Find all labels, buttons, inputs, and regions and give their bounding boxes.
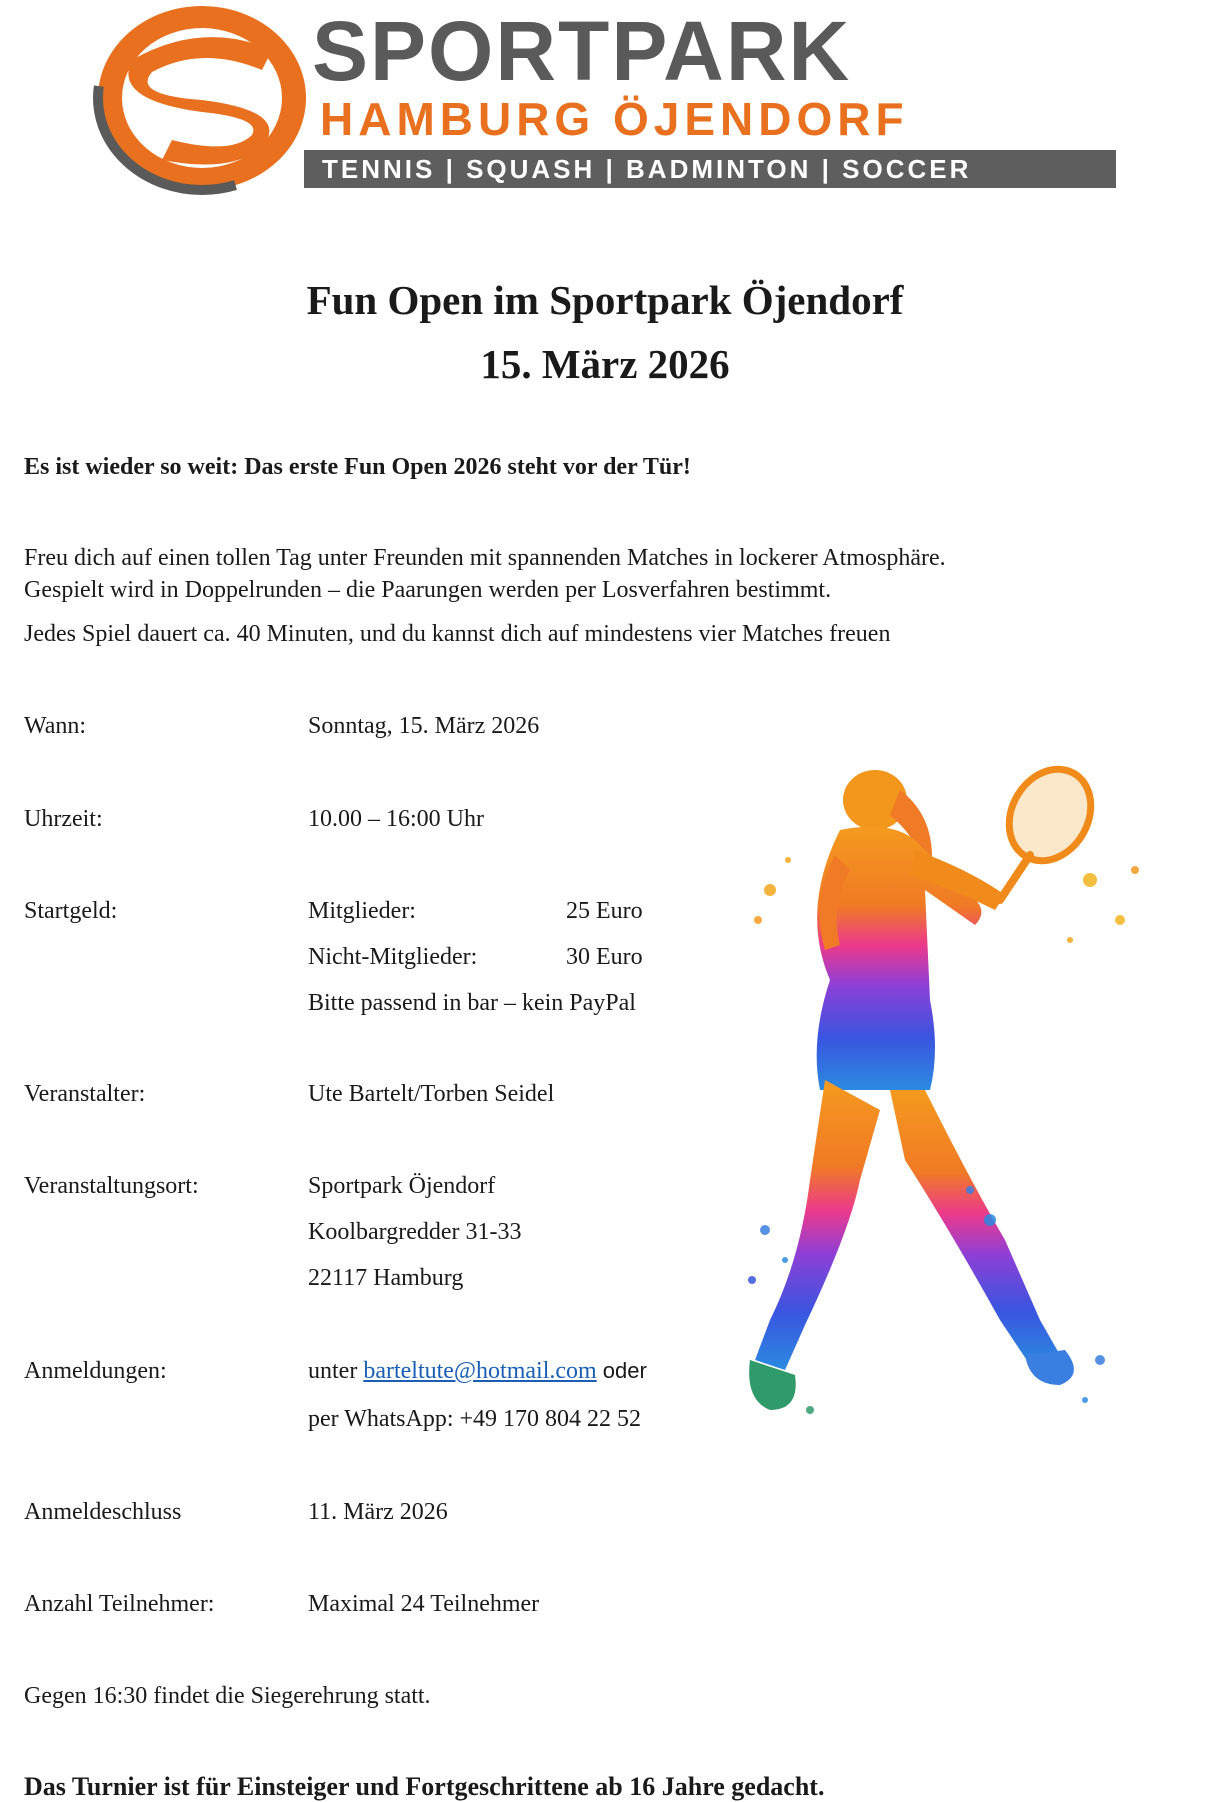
registration-label: Anmeldungen: [24,1358,167,1384]
intro-paragraph-3: Jedes Spiel dauert ca. 40 Minuten, und du kannst dich auf mindestens vier Matches freuen [24,621,891,647]
registration-email-line [308,1356,647,1386]
fee-nonmembers-label: Nicht-Mitglieder: [308,944,478,970]
ceremony-note: Gegen 16:30 findet die Siegerehrung statt. [24,1683,431,1709]
logo-subtitle: HAMBURG ÖJENDORF [320,93,909,145]
fee-nonmembers-value: 30 Euro [566,944,643,970]
registration-email-link[interactable]: barteltute@hotmail.com [363,1358,597,1384]
logo-s-emblem [98,6,306,190]
venue-line-1: Sportpark Öjendorf [308,1173,496,1199]
event-title: Fun Open im Sportpark Öjendorf [306,277,904,323]
audience-note: Das Turnier ist für Einsteiger und Fortgeschrittene ab 16 Jahre gedacht. [24,1772,825,1801]
intro-paragraph-1: Freu dich auf einen tollen Tag unter Freunden mit spannenden Matches in lockerer Atmosphäre. [24,545,946,571]
when-value: Sonntag, 15. März 2026 [308,713,540,739]
when-label: Wann: [24,713,87,739]
organizer-value: Ute Bartelt/Torben Seidel [308,1081,555,1107]
registration-suffix: oder [596,1358,647,1383]
venue-line-3: 22117 Hamburg [308,1265,464,1291]
fee-note: Bitte passend in bar – kein PayPal [308,990,636,1016]
participants-label: Anzahl Teilnehmer: [24,1591,215,1617]
fee-members-label: Mitglieder: [308,898,416,924]
registration-prefix: unter [308,1358,364,1384]
venue-label: Veranstaltungsort: [24,1173,199,1199]
registration-whatsapp: per WhatsApp: +49 170 804 22 52 [308,1406,642,1432]
fee-label: Startgeld: [24,898,118,924]
logo-sports: TENNIS | SQUASH | BADMINTON | SOCCER [322,154,972,184]
deadline-value: 11. März 2026 [308,1499,448,1525]
logo-graphic [92,0,1122,196]
organizer-label: Veranstalter: [24,1081,146,1107]
sportpark-logo [92,0,1122,196]
participants-value: Maximal 24 Teilnehmer [308,1591,540,1617]
fee-members-value: 25 Euro [566,898,643,924]
deadline-label: Anmeldeschluss [24,1499,182,1525]
intro-headline: Es ist wieder so weit: Das erste Fun Open 2026 steht vor der Tür! [24,454,691,480]
logo-name: SPORTPARK [312,4,852,98]
time-value: 10.00 – 16:00 Uhr [308,806,484,832]
venue-line-2: Koolbargredder 31-33 [308,1219,522,1245]
tennis-player-illustration [740,760,1180,1460]
time-label: Uhrzeit: [24,806,103,832]
tennis-player-graphic [740,760,1180,1460]
intro-paragraph-2: Gespielt wird in Doppelrunden – die Paarungen werden per Losverfahren bestimmt. [24,577,832,603]
event-date-title: 15. März 2026 [480,341,730,387]
